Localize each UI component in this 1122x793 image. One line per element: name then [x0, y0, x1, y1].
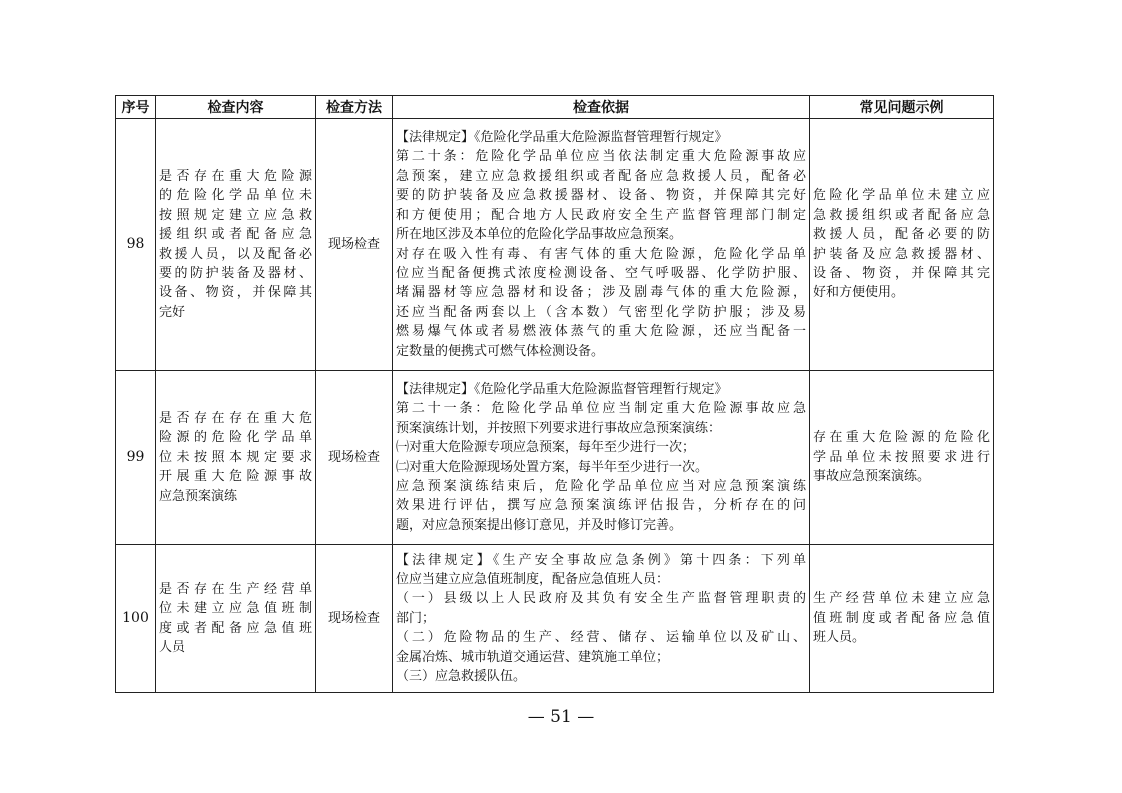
table-header-row [116, 96, 994, 119]
basis-line: 对存在吸入性有毒、有害气体的重大危险源，危险化学品单 [396, 246, 806, 262]
inspection-basis-cell [393, 545, 810, 693]
table-row [116, 371, 994, 545]
content-line: 是否存在重大危险源 [159, 168, 312, 184]
basis-line: 位应当建立应急值班制度，配备应急值班人员： [396, 571, 670, 587]
inspection-content-cell [156, 545, 316, 693]
issue-line: 好和方便使用。 [813, 285, 905, 301]
page-number: — 51 — [527, 707, 595, 727]
table-row [116, 119, 994, 371]
basis-line: 预案演练计划，并按照下列要求进行事故应急预案演练： [396, 420, 722, 436]
content-line: 人员 [159, 639, 186, 655]
inspection-method-cell: 现场检查 [316, 371, 393, 545]
inspection-content-cell [156, 371, 316, 545]
content-line: 位未按照本规定要求 [159, 449, 312, 465]
issue-line: 设备、物资，并保障其完 [813, 265, 990, 281]
issue-line: 存在重大危险源的危险化 [813, 430, 990, 446]
row-number: 99 [116, 371, 156, 545]
basis-line: ㈠对重大危险源专项应急预案，每年至少进行一次； [396, 440, 696, 456]
content-line: 援组织或者配备应急 [159, 227, 312, 243]
content-line: 救援人员，以及配备必 [159, 246, 312, 262]
basis-line: 和方便使用；配合地方人民政府安全生产监督管理部门制定 [396, 207, 806, 223]
inspection-table-container [115, 95, 993, 693]
basis-line: 【法律规定】《危险化学品重大危险源监督管理暂行规定》 [396, 381, 728, 397]
common-issue-cell [810, 371, 994, 545]
header-common-issues: 常见问题示例 [810, 96, 994, 119]
basis-line: （二）危险物品的生产、经营、储存、运输单位以及矿山、 [396, 630, 806, 646]
content-line: 设备、物资，并保障其 [159, 285, 312, 301]
header-inspection-content: 检查内容 [156, 96, 316, 119]
basis-line: 题，对应急预案提出修订意见，并及时修订完善。 [396, 517, 683, 533]
inspection-table [115, 95, 994, 693]
header-inspection-basis: 检查依据 [393, 96, 810, 119]
issue-line: 值班制度或者配备应急值 [813, 610, 990, 626]
issue-line: 救援人员，配备必要的防 [813, 227, 990, 243]
content-line: 位未建立应急值班制 [159, 601, 312, 617]
inspection-method-cell: 现场检查 [316, 545, 393, 693]
row-number: 98 [116, 119, 156, 371]
basis-line: 【法律规定】《危险化学品重大危险源监督管理暂行规定》 [396, 130, 728, 146]
issue-line: 危险化学品单位未建立应 [813, 188, 990, 204]
basis-line: 急预案，建立应急救援组织或者配备应急救援人员，配备必 [396, 168, 806, 184]
basis-line: 所在地区涉及本单位的危险化学品事故应急预案。 [396, 227, 683, 243]
issue-line: 学品单位未按照要求进行 [813, 449, 990, 465]
content-line: 要的防护装备及器材、 [159, 265, 312, 281]
header-inspection-method: 检查方法 [316, 96, 393, 119]
content-line: 开展重大危险源事故 [159, 469, 312, 485]
inspection-method-cell: 现场检查 [316, 119, 393, 371]
content-line: 完好 [159, 304, 186, 320]
basis-line: 部门； [396, 610, 436, 626]
content-line: 的危险化学品单位未 [159, 188, 312, 204]
header-serial-number: 序号 [116, 96, 156, 119]
common-issue-cell [810, 119, 994, 371]
issue-line: 急救援组织或者配备应急 [813, 207, 990, 223]
basis-line: ㈡对重大危险源现场处置方案，每半年至少进行一次。 [396, 459, 709, 475]
inspection-basis-cell [393, 119, 810, 371]
basis-line: 要的防护装备及应急救援器材、设备、物资，并保障其完好 [396, 188, 806, 204]
content-line: 应急预案演练 [159, 488, 238, 504]
issue-line: 班人员。 [813, 630, 866, 646]
row-number: 100 [116, 545, 156, 693]
table-row [116, 545, 994, 693]
issue-line: 事故应急预案演练。 [813, 469, 931, 485]
common-issue-cell [810, 545, 994, 693]
basis-line: 应急预案演练结束后，危险化学品单位应当对应急预案演练 [396, 478, 806, 494]
basis-line: 燃易爆气体或者易燃液体蒸气的重大危险源，还应当配备一 [396, 324, 806, 340]
basis-line: 还应当配备两套以上（含本数）气密型化学防护服；涉及易 [396, 304, 806, 320]
basis-line: 【法律规定】《生产安全事故应急条例》第十四条：下列单 [396, 552, 806, 568]
inspection-content-cell [156, 119, 316, 371]
basis-line: 金属冶炼、城市轨道交通运营、建筑施工单位； [396, 649, 670, 665]
basis-line: 位应当配备便携式浓度检测设备、空气呼吸器、化学防护服、 [396, 265, 806, 281]
content-line: 度或者配备应急值班 [159, 620, 312, 636]
basis-line: 效果进行评估，撰写应急预案演练评估报告，分析存在的问 [396, 498, 806, 514]
issue-line: 护装备及应急救援器材、 [813, 246, 990, 262]
basis-line: （三）应急救援队伍。 [396, 669, 527, 685]
content-line: 是否存在生产经营单 [159, 581, 312, 597]
content-line: 是否存在存在重大危 [159, 410, 312, 426]
issue-line: 生产经营单位未建立应急 [813, 591, 990, 607]
inspection-basis-cell [393, 371, 810, 545]
basis-line: 第二十条：危险化学品单位应当依法制定重大危险源事故应 [396, 149, 806, 165]
content-line: 险源的危险化学品单 [159, 430, 312, 446]
basis-line: 堵漏器材等应急器材和设备；涉及剧毒气体的重大危险源， [396, 285, 806, 301]
basis-line: 第二十一条：危险化学品单位应当制定重大危险源事故应急 [396, 401, 806, 417]
basis-line: （一）县级以上人民政府及其负有安全生产监督管理职责的 [396, 591, 806, 607]
content-line: 按照规定建立应急救 [159, 207, 312, 223]
basis-line: 定数量的便携式可燃气体检测设备。 [396, 343, 605, 359]
